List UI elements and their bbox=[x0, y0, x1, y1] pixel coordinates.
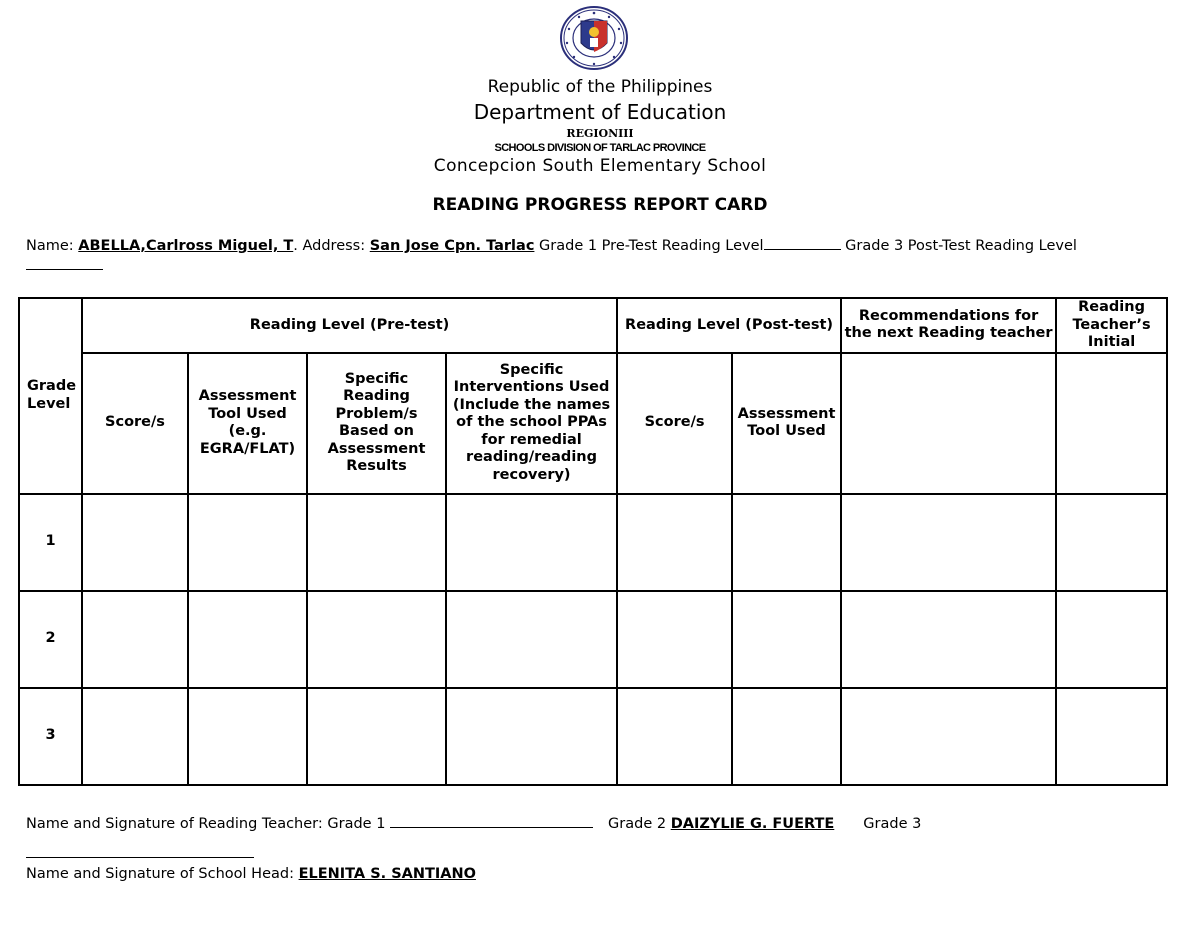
initial-cell[interactable] bbox=[1056, 494, 1167, 591]
school-head-name: ELENITA S. SANTIANO bbox=[298, 866, 476, 882]
grade1-teacher-blank[interactable] bbox=[390, 813, 593, 828]
pretest-score-header: Score/s bbox=[82, 353, 188, 494]
pretest-tool-cell[interactable] bbox=[188, 591, 307, 688]
pretest-header: Reading Level (Pre-test) bbox=[82, 298, 617, 353]
grade-cell: 3 bbox=[19, 688, 82, 785]
posttest-tool-cell[interactable] bbox=[732, 591, 841, 688]
report-title: READING PROGRESS REPORT CARD bbox=[432, 195, 768, 215]
grade2-teacher-name: DAIZYLIE G. FUERTE bbox=[670, 816, 835, 832]
school-head-label: Name and Signature of School Head: bbox=[26, 866, 299, 882]
grade-level-header: Grade Level bbox=[19, 298, 82, 494]
student-address: San Jose Cpn. Tarlac bbox=[369, 238, 535, 254]
posttest-score-cell[interactable] bbox=[617, 591, 732, 688]
region-heading: REGIONIII bbox=[566, 127, 634, 140]
posttest-score-cell[interactable] bbox=[617, 688, 732, 785]
pretest-tool-cell[interactable] bbox=[188, 688, 307, 785]
address-label: . Address: bbox=[293, 238, 370, 254]
pretest-tool-cell[interactable] bbox=[188, 494, 307, 591]
pretest-level-blank[interactable] bbox=[764, 235, 841, 250]
problems-cell[interactable] bbox=[307, 494, 446, 591]
republic-heading: Republic of the Philippines bbox=[487, 77, 713, 97]
posttest-tool-cell[interactable] bbox=[732, 494, 841, 591]
initial-cell[interactable] bbox=[1056, 591, 1167, 688]
student-name: ABELLA,Carlross Miguel, T bbox=[78, 238, 294, 254]
posttest-score-header: Score/s bbox=[617, 353, 732, 494]
problems-cell[interactable] bbox=[307, 688, 446, 785]
interventions-header: Specific Interventions Used (Include the names of the school PPAs for remedial reading/reading recovery) bbox=[446, 353, 617, 494]
pretest-score-cell[interactable] bbox=[82, 591, 188, 688]
reading-problems-header: Specific Reading Problem/s Based on Assessment Results bbox=[307, 353, 446, 494]
initial-blank bbox=[1056, 353, 1167, 494]
interventions-cell[interactable] bbox=[446, 591, 617, 688]
table-row bbox=[19, 591, 1167, 688]
posttest-level-label: Grade 3 Post-Test Reading Level bbox=[840, 238, 1077, 254]
posttest-header: Reading Level (Post-test) bbox=[617, 298, 841, 353]
problems-cell[interactable] bbox=[307, 591, 446, 688]
department-heading: Department of Education bbox=[473, 100, 727, 124]
grade3-teacher-blank[interactable] bbox=[26, 843, 254, 858]
recommendations-cell[interactable] bbox=[841, 591, 1056, 688]
division-heading: SCHOOLS DIVISION OF TARLAC PROVINCE bbox=[494, 142, 706, 154]
reading-teacher-label: Name and Signature of Reading Teacher: Grade 1 bbox=[26, 816, 391, 832]
school-head-line bbox=[26, 866, 476, 882]
teacher-initial-header: Reading Teacher’s Initial bbox=[1056, 298, 1167, 353]
grade2-label: Grade 2 bbox=[608, 816, 671, 832]
grade-cell: 2 bbox=[19, 591, 82, 688]
posttest-level-blank[interactable] bbox=[26, 255, 103, 270]
table-row bbox=[19, 688, 1167, 785]
recommendations-header: Recommendations for the next Reading teacher bbox=[841, 298, 1056, 353]
interventions-cell[interactable] bbox=[446, 688, 617, 785]
pretest-score-cell[interactable] bbox=[82, 688, 188, 785]
initial-cell[interactable] bbox=[1056, 688, 1167, 785]
student-info-line bbox=[26, 235, 1077, 254]
deped-seal-icon bbox=[559, 5, 629, 71]
recommendations-blank bbox=[841, 353, 1056, 494]
posttest-tool-cell[interactable] bbox=[732, 688, 841, 785]
name-label: Name: bbox=[26, 238, 79, 254]
pretest-level-label: Grade 1 Pre-Test Reading Level bbox=[534, 238, 764, 254]
posttest-tool-header: Assessment Tool Used bbox=[732, 353, 841, 494]
school-name: Concepcion South Elementary School bbox=[433, 156, 767, 176]
posttest-score-cell[interactable] bbox=[617, 494, 732, 591]
pretest-tool-header: Assessment Tool Used (e.g. EGRA/FLAT) bbox=[188, 353, 307, 494]
reading-progress-table bbox=[18, 297, 1168, 786]
recommendations-cell[interactable] bbox=[841, 494, 1056, 591]
reading-teacher-line bbox=[26, 813, 921, 832]
interventions-cell[interactable] bbox=[446, 494, 617, 591]
grade-cell: 1 bbox=[19, 494, 82, 591]
table-row bbox=[19, 494, 1167, 591]
recommendations-cell[interactable] bbox=[841, 688, 1056, 785]
grade3-label: Grade 3 bbox=[863, 816, 922, 832]
pretest-score-cell[interactable] bbox=[82, 494, 188, 591]
